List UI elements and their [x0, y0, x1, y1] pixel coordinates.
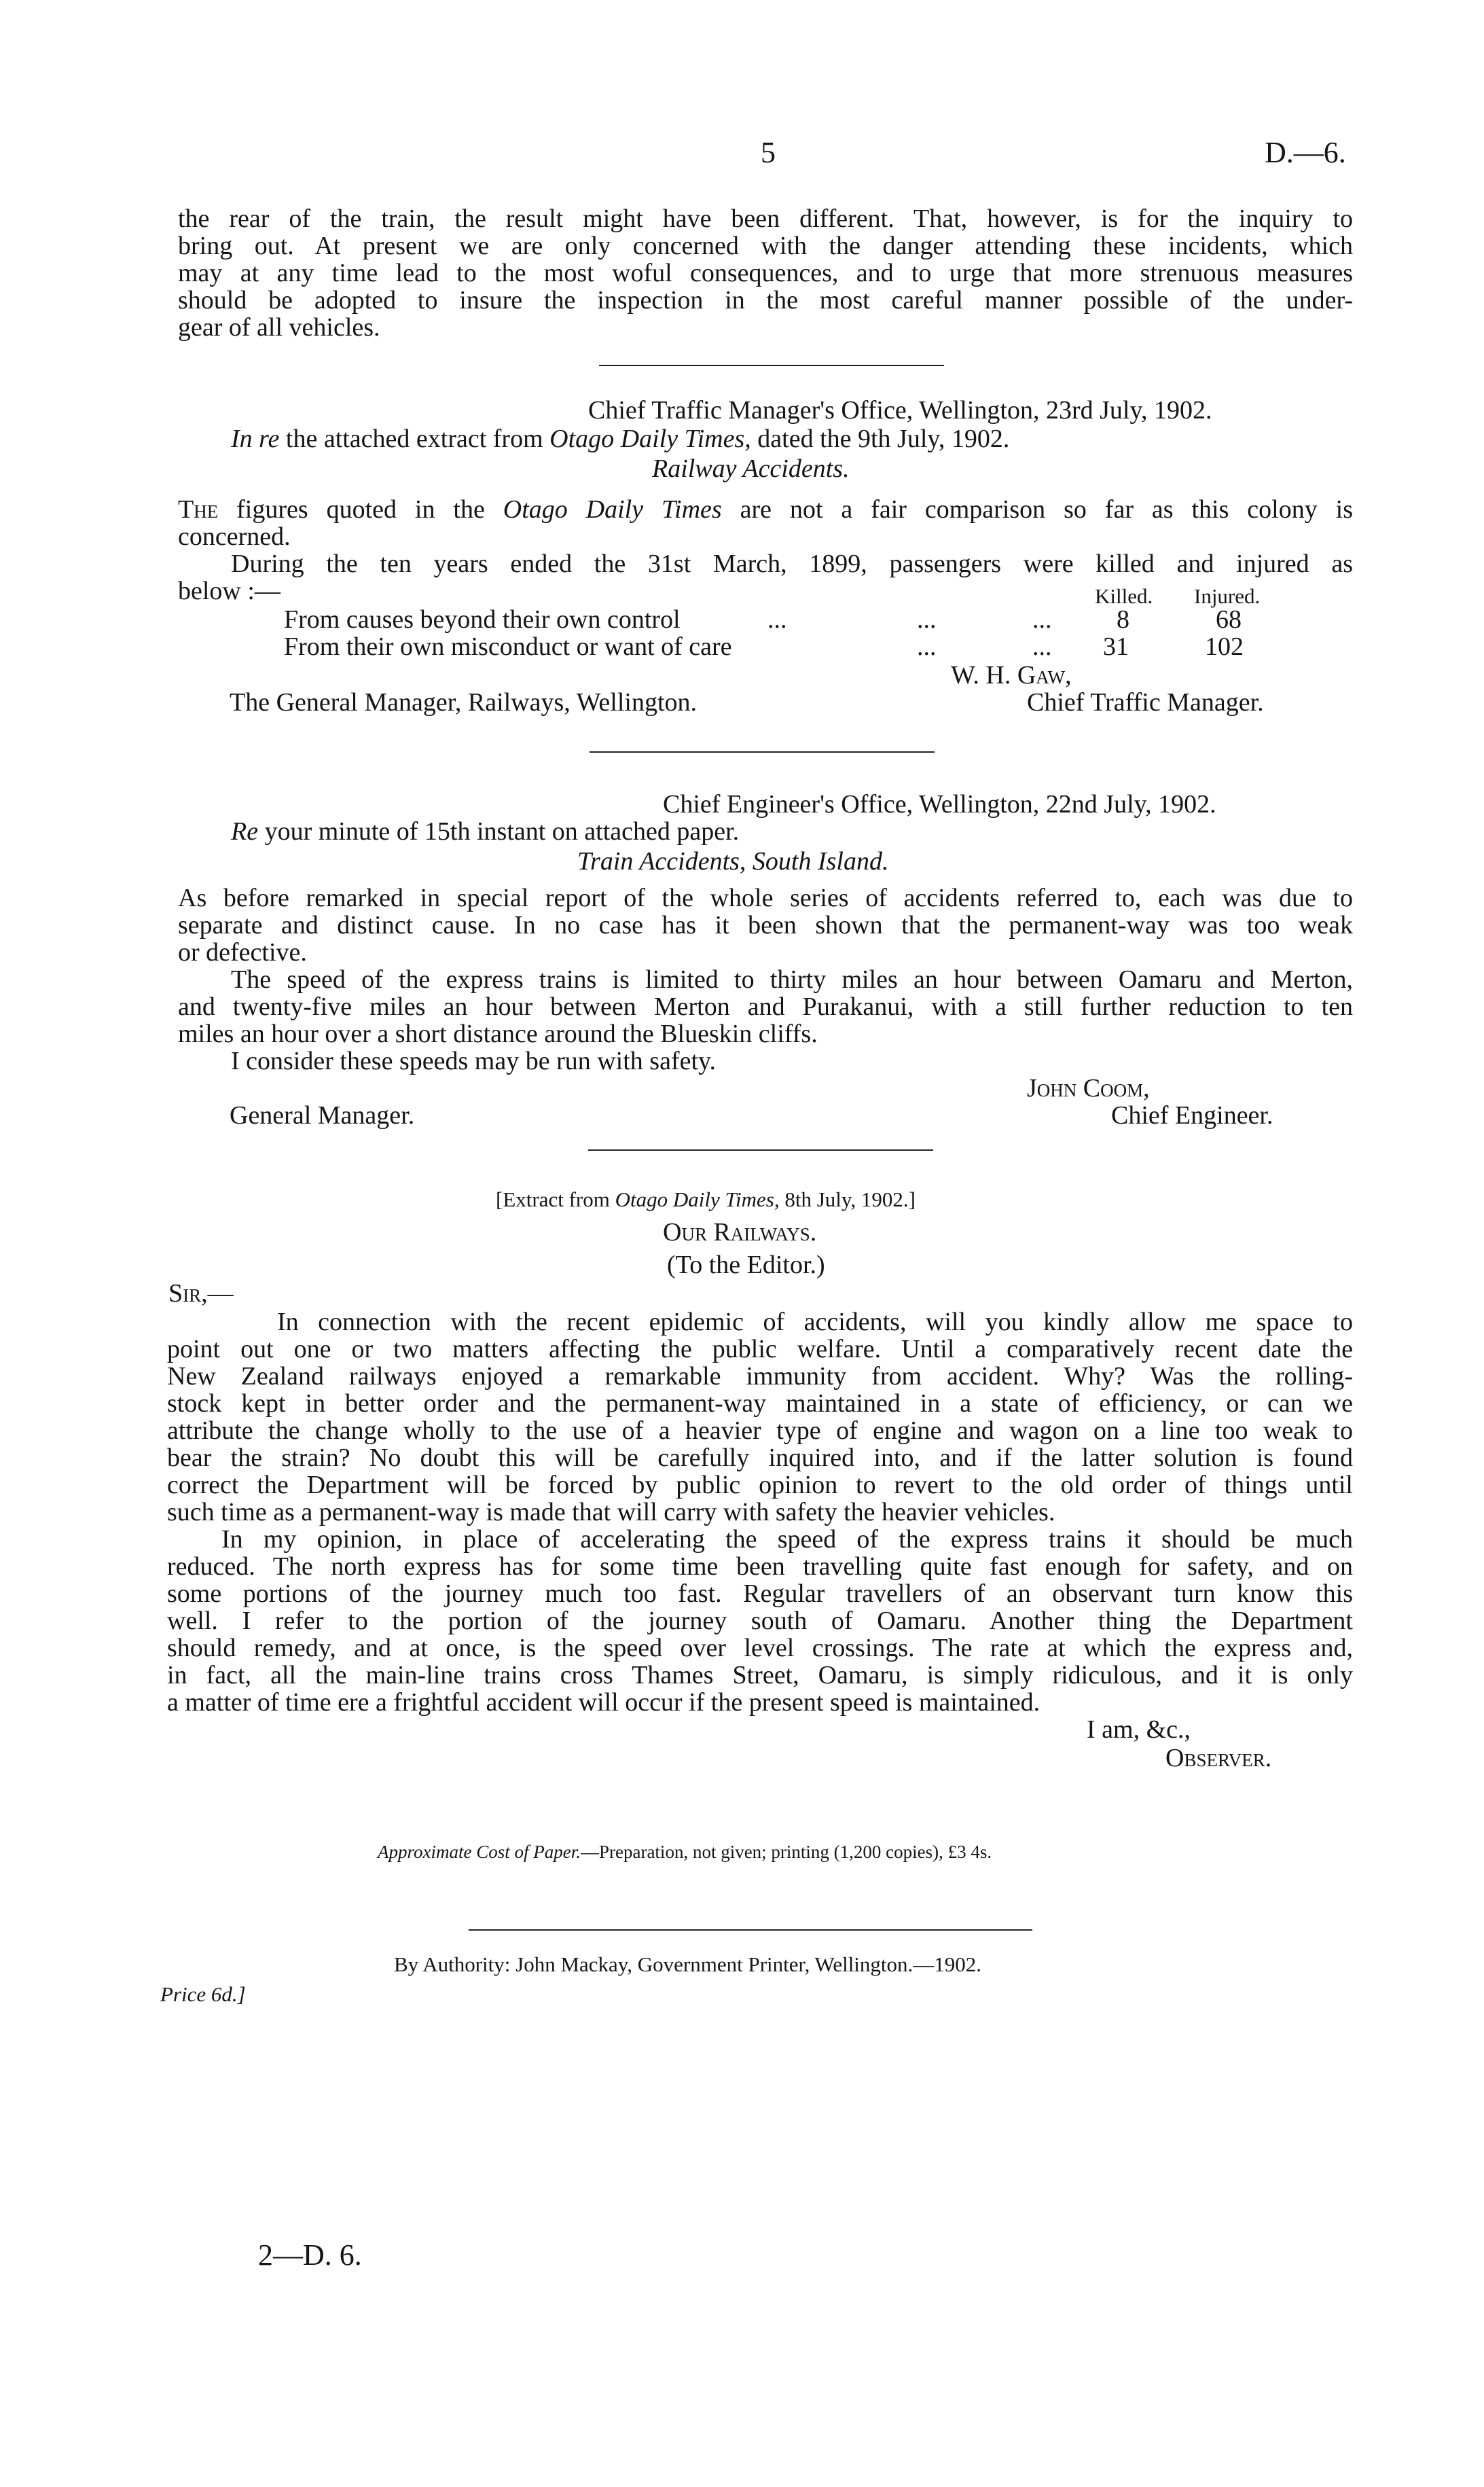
in-re-line: In re the attached extract from Otago Daily Times, dated the 9th July, 1902. — [231, 425, 1010, 453]
cost-note: Approximate Cost of Paper.—Preparation, not given; printing (1,200 copies), £3 4s. — [378, 1842, 992, 1862]
text-line: The speed of the express trains is limited to thirty miles an hour between Oamaru and Merton, — [231, 965, 1353, 994]
text-line: reduced. The north express has for some time been travelling quite fast enough for safety, and on — [167, 1552, 1353, 1581]
row-label: From causes beyond their own control — [284, 605, 681, 634]
extract-heading: Our Railways. — [663, 1218, 817, 1247]
text-line: the rear of the train, the result might have been different. That, however, is for the inquiry to — [178, 204, 1353, 233]
row-label: From their own misconduct or want of care — [284, 632, 732, 661]
text-line: point out one or two matters affecting the public welfare. Until a comparatively recent date the — [167, 1335, 1353, 1363]
text-line: New Zealand railways enjoyed a remarkable immunity from accident. Why? Was the rolling- — [167, 1362, 1353, 1391]
memo-subject: Train Accidents, South Island. — [577, 847, 889, 876]
text-line: and twenty-five miles an hour between Merton and Purakanui, with a still further reduction to ten — [178, 992, 1353, 1021]
text-line: such time as a permanent-way is made that will carry with safety the heavier vehicles. — [167, 1498, 1055, 1526]
printer-authority: By Authority: John Mackay, Government Printer, Wellington.—1902. — [394, 1952, 982, 1976]
signer-name: John Coom, — [1027, 1074, 1150, 1103]
dateline: Chief Engineer's Office, Wellington, 22nd July, 1902. — [663, 790, 1216, 819]
text-line: attribute the change wholly to the use of a heavier type of engine and wagon on a line too weak to — [167, 1416, 1353, 1445]
text-line: should remedy, and at once, is the speed over level crossings. The rate at which the express and, — [167, 1634, 1353, 1662]
closing: I am, &c., — [1087, 1715, 1191, 1744]
addressee: The General Manager, Railways, Wellington. — [230, 688, 698, 717]
addressee: General Manager. — [230, 1101, 415, 1130]
re-line: Re your minute of 15th instant on attached paper. — [231, 817, 740, 846]
text-line: I consider these speeds may be run with safety. — [231, 1047, 717, 1075]
text-line: gear of all vehicles. — [178, 313, 380, 342]
memo-subject: Railway Accidents. — [652, 454, 850, 483]
section-divider — [599, 365, 944, 366]
injured-value: 102 — [1205, 632, 1244, 661]
text-line: or defective. — [178, 938, 307, 967]
document-reference: D.—6. — [1265, 136, 1346, 169]
text-line: As before remarked in special report of the whole series of accidents referred to, each was due to — [178, 884, 1353, 912]
leader-dots: ... — [1032, 605, 1052, 634]
injured-value: 68 — [1216, 605, 1242, 634]
page-number: 5 — [761, 136, 776, 169]
text-line: some portions of the journey much too fast. Regular travellers of an observant turn know this — [167, 1579, 1353, 1608]
signer-name: Observer. — [1165, 1744, 1272, 1772]
footer-divider — [469, 1929, 1032, 1931]
leader-dots: ... — [917, 605, 937, 634]
text-line: below :— — [178, 577, 280, 605]
signer-title: Chief Engineer. — [1111, 1101, 1273, 1130]
leader-dots: ... — [917, 632, 937, 661]
text-line: correct the Department will be forced by public opinion to revert to the old order of things until — [167, 1471, 1353, 1499]
text-line: During the ten years ended the 31st March, 1899, passengers were killed and injured as — [231, 550, 1353, 578]
text-line: miles an hour over a short distance around the Blueskin cliffs. — [178, 1020, 818, 1048]
text-line: The figures quoted in the Otago Daily Times are not a fair comparison so far as this colony is — [178, 495, 1353, 524]
signature-mark: 2—D. 6. — [258, 2238, 362, 2272]
leader-dots: ... — [1032, 632, 1052, 661]
killed-value: 31 — [1103, 632, 1129, 661]
text-line: in fact, all the main-line trains cross Thames Street, Oamaru, is simply ridiculous, and it is only — [167, 1661, 1353, 1689]
text-line: stock kept in better order and the permanent-way maintained in a state of efficiency, or can we — [167, 1389, 1353, 1418]
salutation: Sir,— — [168, 1279, 234, 1308]
leader-dots: ... — [767, 605, 787, 634]
text-line: may at any time lead to the most woful consequences, and to urge that more strenuous measures — [178, 259, 1353, 287]
text-line: should be adopted to insure the inspection in the most careful manner possible of the under- — [178, 286, 1353, 315]
signer-name: W. H. Gaw, — [951, 661, 1072, 690]
to-editor: (To the Editor.) — [667, 1251, 825, 1279]
price: Price 6d.] — [160, 1982, 246, 2006]
column-header-injured: Injured. — [1194, 584, 1261, 608]
column-header-killed: Killed. — [1095, 584, 1153, 608]
text-line: In connection with the recent epidemic of accidents, will you kindly allow me space to — [277, 1308, 1353, 1336]
signer-title: Chief Traffic Manager. — [1027, 688, 1264, 717]
text-line: a matter of time ere a frightful accident will occur if the present speed is maintained. — [167, 1688, 1040, 1717]
section-divider — [590, 751, 935, 753]
killed-value: 8 — [1117, 605, 1129, 634]
dateline: Chief Traffic Manager's Office, Wellington, 23rd July, 1902. — [588, 396, 1212, 425]
extract-source: [Extract from Otago Daily Times, 8th July, 1902.] — [496, 1187, 916, 1211]
section-divider — [588, 1149, 933, 1151]
text-line: In my opinion, in place of accelerating the speed of the express trains it should be much — [221, 1525, 1353, 1554]
text-line: concerned. — [178, 522, 291, 551]
text-line: separate and distinct cause. In no case has it been shown that the permanent-way was too weak — [178, 911, 1353, 940]
text-line: well. I refer to the portion of the journey south of Oamaru. Another thing the Department — [167, 1607, 1353, 1635]
text-line: bear the strain? No doubt this will be carefully inquired into, and if the latter solution is found — [167, 1444, 1353, 1472]
text-line: bring out. At present we are only concerned with the danger attending these incidents, which — [178, 232, 1353, 260]
